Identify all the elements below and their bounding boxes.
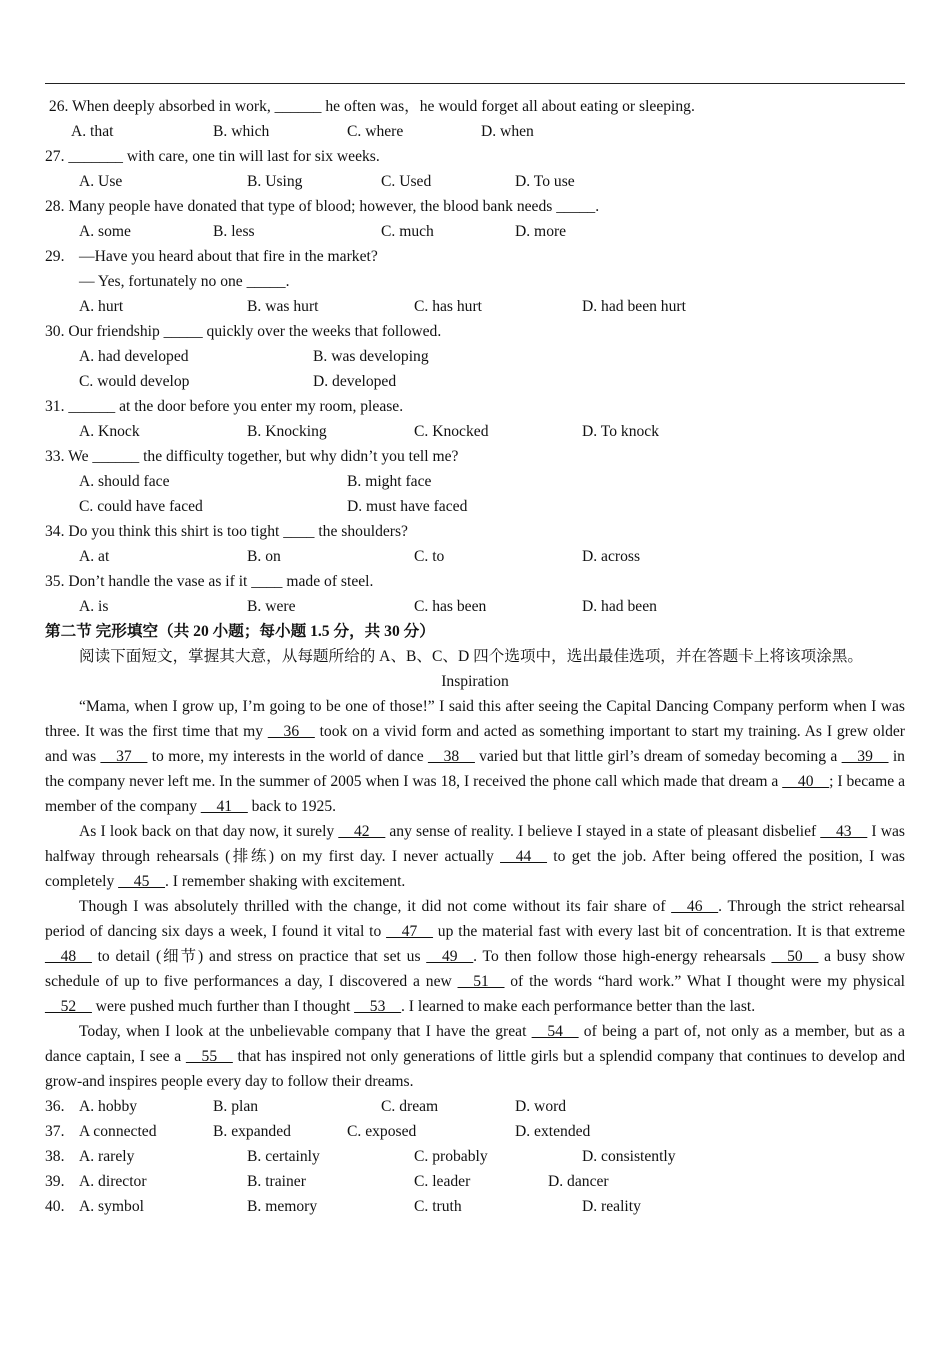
passage-text: “Mama, when I grow up, I’m going to be one of those!” I said this after seeing the Capital Dancing Company perform when I was three. It was the first time that my: [45, 698, 905, 740]
passage-text: I was halfway through rehearsals (排练) on my first day. I never actually: [45, 823, 905, 865]
question-38-options: [45, 1144, 905, 1169]
question-31-options: [45, 419, 905, 444]
question-29-line2: [45, 269, 905, 294]
option-a[interactable]: A. director: [79, 1173, 147, 1190]
passage-text: . To then follow those high-energy rehearsals: [473, 948, 772, 965]
option-c[interactable]: C. leader: [414, 1173, 471, 1190]
option-a[interactable]: A. hobby: [79, 1098, 138, 1115]
question-number: 38.: [45, 1148, 65, 1165]
option-d[interactable]: D. To use: [515, 173, 575, 190]
option-c[interactable]: C. where: [347, 123, 404, 140]
cloze-blank[interactable]: __55__: [185, 1048, 233, 1065]
cloze-blank[interactable]: __39__: [841, 748, 889, 765]
passage-text: of being a part of, not only as a member, but as a dance captain, I see a: [45, 1023, 905, 1065]
option-d[interactable]: D. across: [582, 548, 641, 565]
option-d[interactable]: D. more: [515, 223, 567, 240]
option-d[interactable]: D. when: [481, 123, 534, 140]
option-b[interactable]: B. were: [247, 598, 296, 615]
option-b[interactable]: B. on: [247, 548, 281, 565]
option-c[interactable]: C. exposed: [347, 1123, 417, 1140]
option-a[interactable]: A. rarely: [79, 1148, 135, 1165]
question-number: 29.: [45, 248, 65, 265]
cloze-blank[interactable]: __51__: [457, 973, 505, 990]
question-35-stem: 35. Don’t handle the vase as if it ____ made of steel.: [45, 573, 374, 590]
cloze-blank[interactable]: __54__: [531, 1023, 579, 1040]
option-d[interactable]: D. developed: [313, 373, 397, 390]
question-39-options: [45, 1169, 905, 1194]
option-b[interactable]: B. was developing: [313, 348, 429, 365]
question-number: 40.: [45, 1198, 65, 1215]
option-b[interactable]: B. certainly: [247, 1148, 320, 1165]
option-b[interactable]: B. might face: [347, 473, 432, 490]
option-d[interactable]: D. consistently: [582, 1148, 676, 1165]
option-d[interactable]: D. extended: [515, 1123, 591, 1140]
option-a[interactable]: A connected: [79, 1123, 157, 1140]
option-b[interactable]: B. trainer: [247, 1173, 306, 1190]
cloze-blank[interactable]: __36__: [267, 723, 315, 740]
question-33-options-row1: [45, 469, 905, 494]
cloze-blank[interactable]: __41__: [200, 798, 248, 815]
option-d[interactable]: D. dancer: [548, 1173, 609, 1190]
question-35-options: [45, 594, 905, 619]
cloze-blank[interactable]: __48__: [45, 948, 92, 965]
passage-text: ; I became a member of the company: [45, 773, 905, 815]
cloze-blank[interactable]: __38__: [428, 748, 475, 765]
cloze-blank[interactable]: __47__: [386, 923, 433, 940]
question-31-stem: 31. ______ at the door before you enter my room, please.: [45, 398, 404, 415]
option-b[interactable]: B. which: [213, 123, 270, 140]
passage-text: any sense of reality. I believe I stayed in a state of pleasant disbelief: [385, 823, 821, 840]
cloze-blank[interactable]: __46__: [671, 898, 719, 915]
passage-text: that has inspired not only generations of little girls but a splendid company that continues to develop and grow-and inspires people every day to follow their dreams.: [45, 1048, 906, 1090]
header-rule: [45, 83, 905, 84]
option-c[interactable]: C. has been: [414, 598, 487, 615]
passage-text: Though I was absolutely thrilled with the change, it did not come without its fair share of: [79, 898, 672, 915]
option-a[interactable]: A. Use: [79, 173, 123, 190]
passage-text: to get the job. After being offered the position, I was completely: [45, 848, 905, 890]
passage-paragraph-3: [45, 894, 905, 1019]
passage-text: were pushed much further than I thought: [91, 998, 355, 1015]
passage-paragraph-1: [45, 694, 905, 819]
passage-text: Today, when I look at the unbelievable company that I have the great: [79, 1023, 532, 1040]
question-28-options: [45, 219, 905, 244]
option-b[interactable]: B. was hurt: [247, 298, 319, 315]
option-a[interactable]: A. hurt: [79, 298, 124, 315]
dialogue-line: — Yes, fortunately no one _____.: [79, 273, 290, 290]
option-b[interactable]: B. memory: [247, 1198, 318, 1215]
question-30-options-row1: [45, 344, 905, 369]
passage-text: to more, my interests in the world of dance: [147, 748, 428, 765]
question-34-options: [45, 544, 905, 569]
option-d[interactable]: D. reality: [582, 1198, 641, 1215]
question-30-options-row2: [45, 369, 905, 394]
option-a[interactable]: A. at: [79, 548, 110, 565]
question-29-options: [45, 294, 905, 319]
cloze-blank[interactable]: __44__: [500, 848, 547, 865]
cloze-blank[interactable]: __52__: [45, 998, 92, 1015]
cloze-blank[interactable]: __40__: [782, 773, 830, 790]
option-a[interactable]: A. is: [79, 598, 109, 615]
option-b[interactable]: B. expanded: [213, 1123, 291, 1140]
question-34-stem: 34. Do you think this shirt is too tight ____ the shoulders?: [45, 523, 408, 540]
option-c[interactable]: C. could have faced: [79, 498, 203, 515]
option-a[interactable]: A. symbol: [79, 1198, 144, 1215]
option-d[interactable]: D. To knock: [582, 423, 660, 440]
passage-text: varied but that little girl’s dream of someday becoming a: [474, 748, 842, 765]
passage-text: in the company never left me. In the summer of 2005 when I was 18, I received the phone call which made that dream a: [45, 748, 905, 790]
option-d[interactable]: D. had been: [582, 598, 657, 615]
option-c[interactable]: C. dream: [381, 1098, 439, 1115]
passage-text: of the words “hard work.” What I thought were my physical: [504, 973, 905, 990]
passage-text: . I remember shaking with excitement.: [164, 873, 406, 890]
option-c[interactable]: C. much: [381, 223, 434, 240]
question-36-options: [45, 1094, 905, 1119]
cloze-blank[interactable]: __37__: [100, 748, 148, 765]
passage-text: As I look back on that day now, it surely: [79, 823, 339, 840]
cloze-blank[interactable]: __49__: [426, 948, 474, 965]
option-c[interactable]: C. Knocked: [414, 423, 489, 440]
question-number: 37.: [45, 1123, 65, 1140]
question-27-stem: 27. _______ with care, one tin will last for six weeks.: [45, 148, 380, 165]
question-26-options: [45, 119, 905, 144]
passage-text: a busy show schedule of up to five performances a day, I discovered a new: [45, 948, 905, 990]
dialogue-line: —Have you heard about that fire in the market?: [79, 248, 378, 265]
question-27-options: [45, 169, 905, 194]
option-a[interactable]: A. should face: [79, 473, 170, 490]
question-26-stem: 26. When deeply absorbed in work, ______ he often was，he would forget all about eating or sleeping.: [45, 98, 695, 115]
passage-text: took on a vivid form and acted as something important to start my training. As I grew older and was: [45, 723, 905, 765]
cloze-blank[interactable]: __50__: [771, 948, 819, 965]
question-33-stem: 33. We ______ the difficulty together, but why didn’t you tell me?: [45, 448, 459, 465]
passage-paragraph-4: [45, 1019, 905, 1094]
passage-text: up the material fast with every last bit of concentration. It is that extreme: [432, 923, 905, 940]
passage-text: . Through the strict rehearsal period of dancing six days a week, I found it vital to: [45, 898, 905, 940]
option-c[interactable]: C. truth: [414, 1198, 462, 1215]
section-heading: 第二节 完形填空（共 20 小题；每小题 1.5 分，共 30 分）: [45, 623, 435, 640]
question-number: 36.: [45, 1098, 65, 1115]
option-d[interactable]: D. must have faced: [347, 498, 468, 515]
section-instruction: 阅读下面短文，掌握其大意，从每题所给的 A、B、C、D 四个选项中，选出最佳选项，并在答题卡上将该项涂黑。: [79, 648, 864, 665]
question-number: 39.: [45, 1173, 65, 1190]
option-a[interactable]: A. that: [71, 123, 114, 140]
cloze-blank[interactable]: __42__: [338, 823, 386, 840]
option-c[interactable]: C. Used: [381, 173, 432, 190]
cloze-blank[interactable]: __53__: [354, 998, 401, 1015]
passage-text: back to 1925.: [247, 798, 337, 815]
option-a[interactable]: A. some: [79, 223, 131, 240]
passage-paragraph-2: [45, 819, 905, 894]
question-30-stem: 30. Our friendship _____ quickly over the weeks that followed.: [45, 323, 442, 340]
option-c[interactable]: C. has hurt: [414, 298, 483, 315]
passage-title: Inspiration: [441, 673, 509, 690]
cloze-blank[interactable]: __43__: [820, 823, 868, 840]
option-b[interactable]: B. Knocking: [247, 423, 327, 440]
option-b[interactable]: B. plan: [213, 1098, 259, 1115]
passage-text: to detail (细节) and stress on practice that set us: [91, 948, 427, 965]
option-c[interactable]: C. would develop: [79, 373, 190, 390]
question-33-options-row2: [45, 494, 905, 519]
option-a[interactable]: A. Knock: [79, 423, 140, 440]
option-b[interactable]: B. less: [213, 223, 255, 240]
passage-text: . I learned to make each performance better than the last.: [400, 998, 756, 1015]
cloze-blank[interactable]: __45__: [118, 873, 165, 890]
option-d[interactable]: D. had been hurt: [582, 298, 686, 315]
option-a[interactable]: A. had developed: [79, 348, 189, 365]
question-37-options: [45, 1119, 905, 1144]
question-28-stem: 28. Many people have donated that type of blood; however, the blood bank needs _____.: [45, 198, 600, 215]
question-40-options: [45, 1194, 905, 1219]
option-d[interactable]: D. word: [515, 1098, 567, 1115]
exam-page: [45, 94, 905, 1219]
option-c[interactable]: C. to: [414, 548, 445, 565]
question-29-line1: [45, 244, 905, 269]
option-b[interactable]: B. Using: [247, 173, 303, 190]
option-c[interactable]: C. probably: [414, 1148, 488, 1165]
